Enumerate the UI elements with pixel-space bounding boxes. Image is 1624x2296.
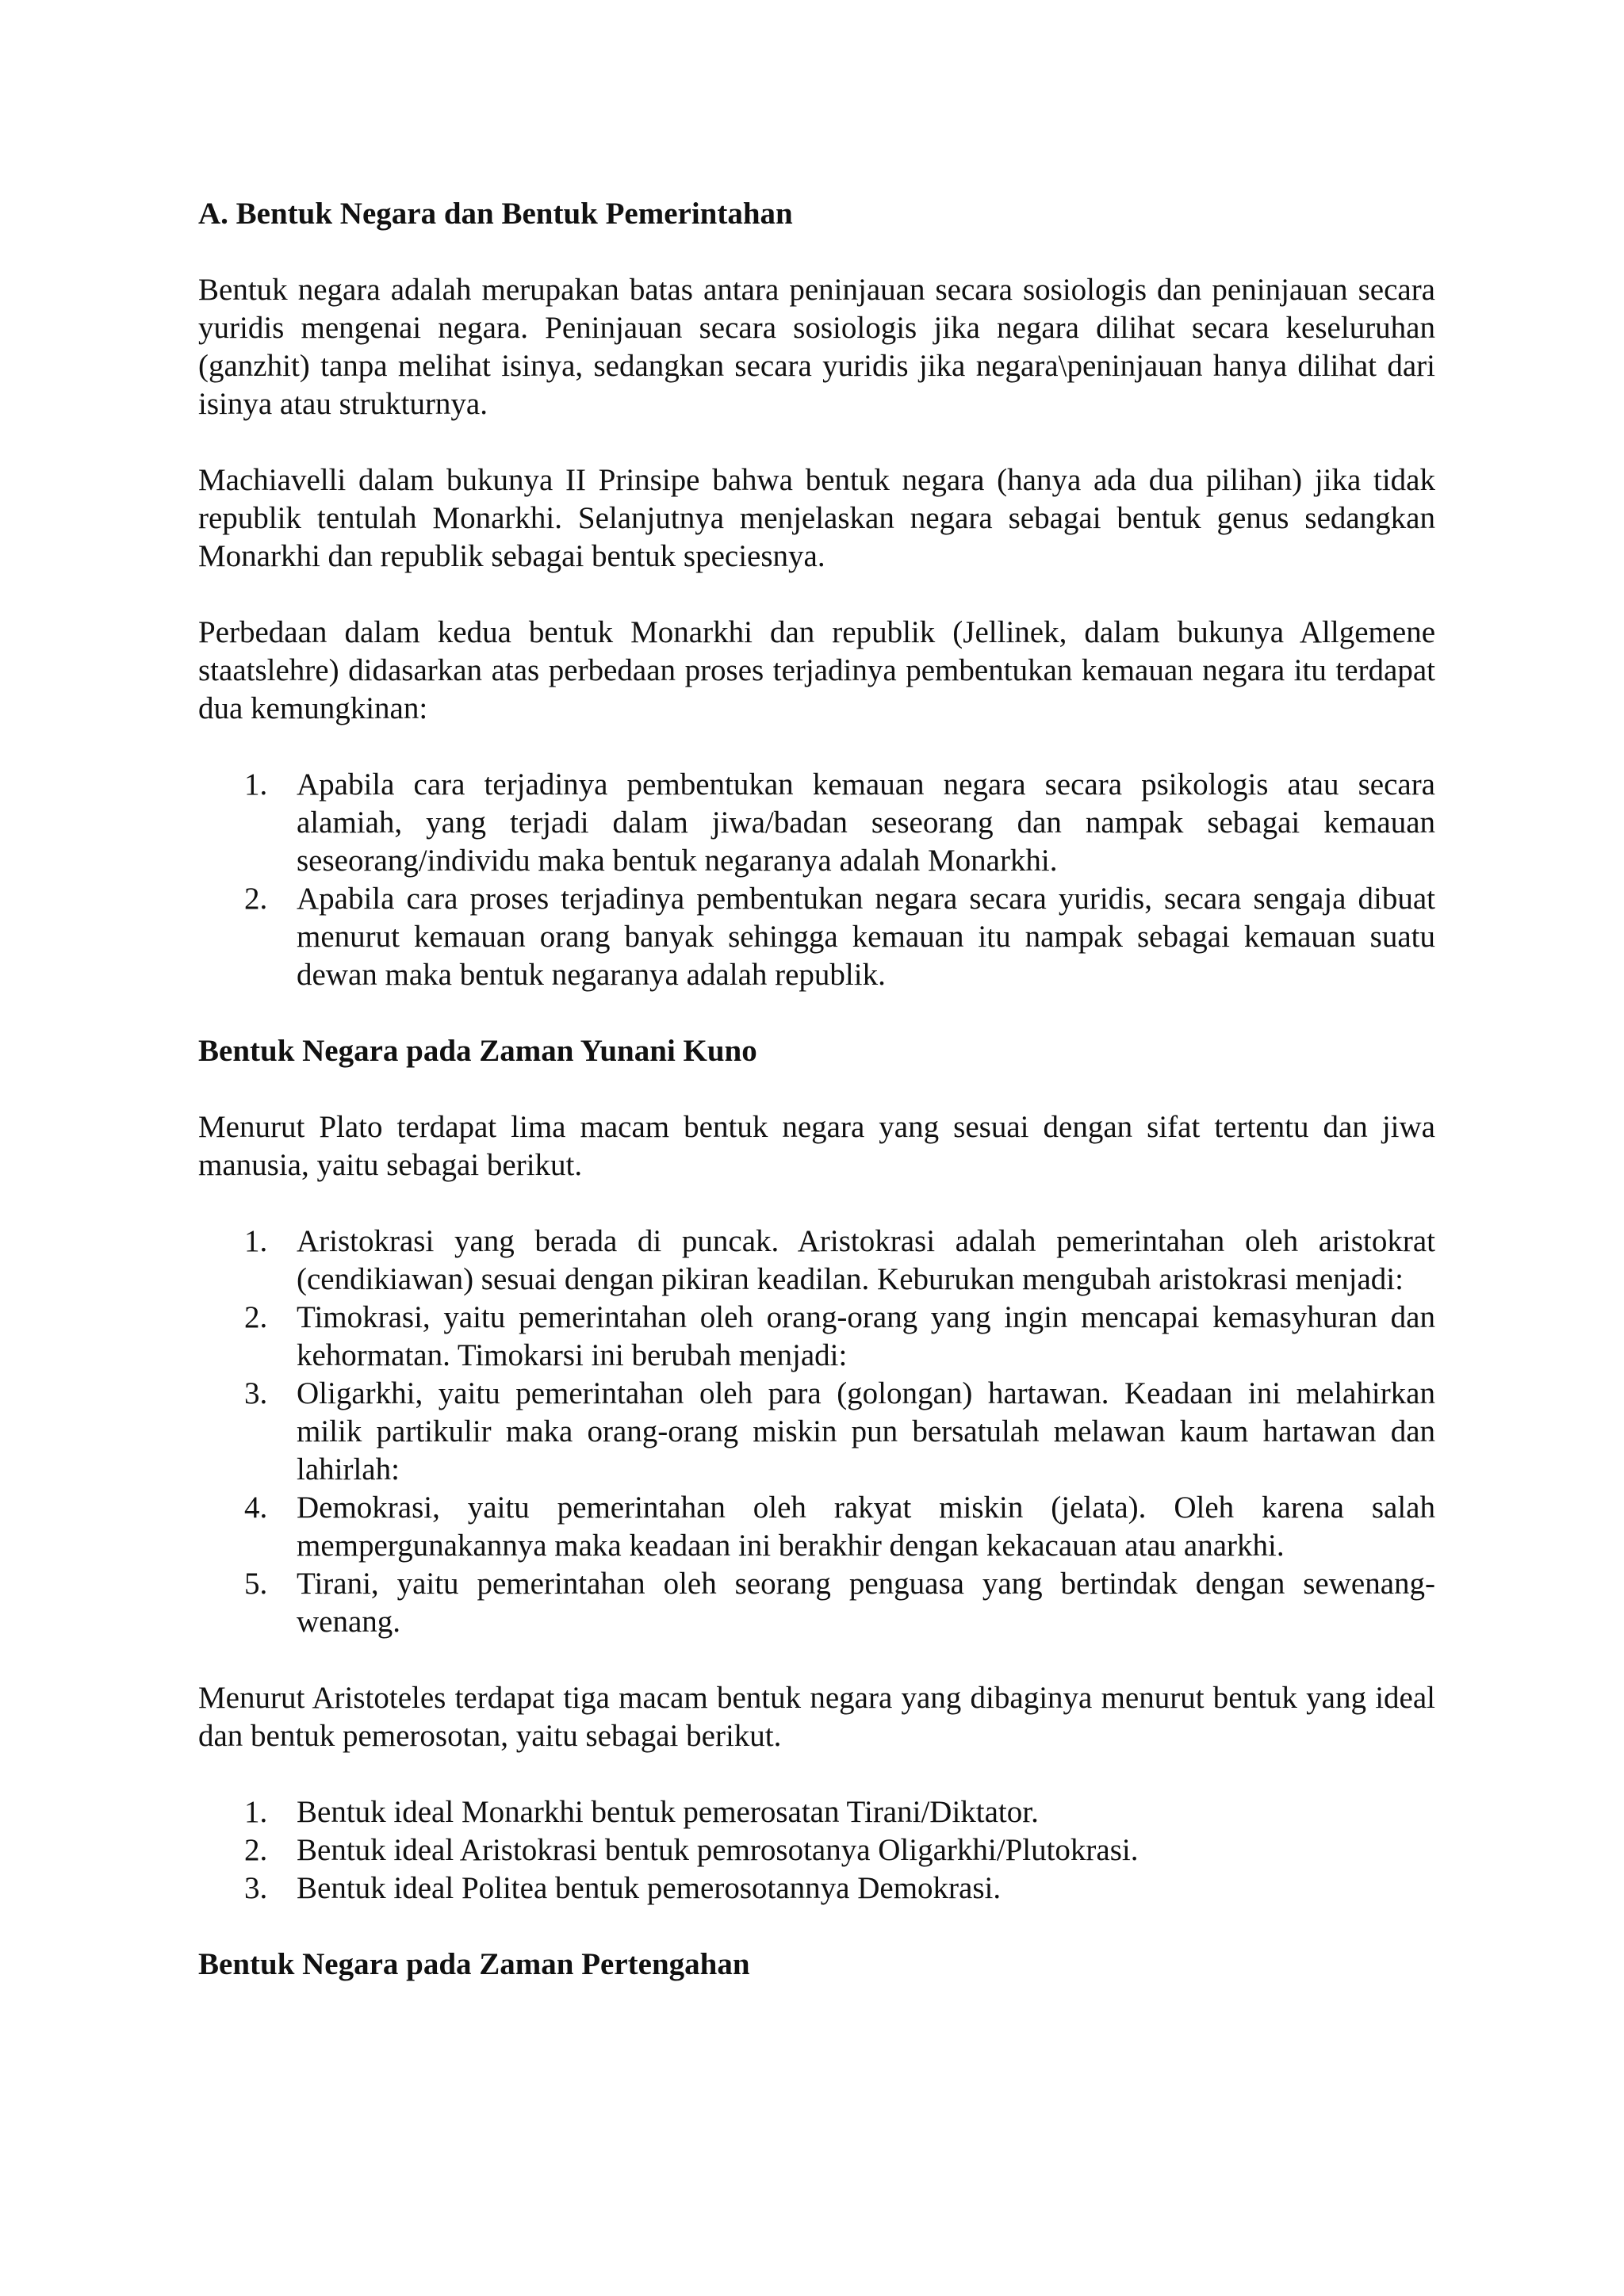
paragraph: Menurut Plato terdapat lima macam bentuk negara yang sesuai dengan sifat tertentu dan jiwa manusia, yaitu sebagai berikut. — [198, 1110, 1435, 1182]
paragraph: Menurut Aristoteles terdapat tiga macam bentuk negara yang dibaginya menurut bentuk yang ideal dan bentuk pemerosotan, yaitu sebagai berikut. — [198, 1681, 1435, 1753]
list-number: 3. — [244, 1376, 268, 1410]
numbered-list — [198, 1793, 1435, 1908]
list-item — [198, 1565, 1435, 1641]
list-item-text: Bentuk ideal Monarkhi bentuk pemerosatan Tirani/Diktator. — [297, 1795, 1039, 1829]
list-item — [198, 880, 1435, 994]
paragraph: Bentuk negara adalah merupakan batas antara peninjauan secara sosiologis dan peninjauan secara yuridis mengenai negara. Peninjauan secara sosiologis jika negara dilihat secara keseluruhan (ganzhit) tanpa melihat isinya, sedangkan secara yuridis jika negara\peninjauan hanya dilihat dari isinya atau strukturnya. — [198, 273, 1435, 421]
list-number: 2. — [244, 1300, 268, 1334]
numbered-list — [198, 766, 1435, 994]
list-item-text: Oligarkhi, yaitu pemerintahan oleh para (golongan) hartawan. Keadaan ini melahirkan milik partikulir maka orang-orang miskin pun bersatulah melawan kaum hartawan dan lahirlah: — [297, 1376, 1435, 1487]
list-item-text: Timokrasi, yaitu pemerintahan oleh orang-orang yang ingin mencapai kemasyhuran dan kehormatan. Timokarsi ini berubah menjadi: — [297, 1300, 1435, 1372]
paragraph: Machiavelli dalam bukunya II Prinsipe bahwa bentuk negara (hanya ada dua pilihan) jika tidak republik tentulah Monarkhi. Selanjutnya menjelaskan negara sebagai bentuk genus sedangkan Monarkhi dan republik sebagai bentuk speciesnya. — [198, 463, 1435, 573]
list-number: 1. — [244, 1795, 268, 1829]
list-number: 4. — [244, 1490, 268, 1525]
list-number: 1. — [244, 1224, 268, 1258]
list-item-text: Apabila cara proses terjadinya pembentukan negara secara yuridis, secara sengaja dibuat menurut kemauan orang banyak sehingga kemauan itu nampak sebagai kemauan suatu dewan maka bentuk negaranya adalah republik. — [297, 882, 1435, 992]
list-number: 2. — [244, 1833, 268, 1867]
list-number: 2. — [244, 882, 268, 916]
list-number: 3. — [244, 1871, 268, 1905]
list-item — [198, 766, 1435, 880]
list-item — [198, 1223, 1435, 1299]
paragraph: Perbedaan dalam kedua bentuk Monarkhi dan republik (Jellinek, dalam bukunya Allgemene staatslehre) didasarkan atas perbedaan proses terjadinya pembentukan kemauan negara itu terdapat dua kemungkinan: — [198, 615, 1435, 725]
list-item — [198, 1489, 1435, 1565]
section-heading: A. Bentuk Negara dan Bentuk Pemerintahan — [198, 197, 793, 231]
list-item-text: Apabila cara terjadinya pembentukan kemauan negara secara psikologis atau secara alamiah, yang terjadi dalam jiwa/badan seseorang dan nampak sebagai kemauan seseorang/individu maka bentuk negaranya adalah Monarkhi. — [297, 767, 1435, 878]
list-number: 1. — [244, 767, 268, 802]
list-number: 5. — [244, 1567, 268, 1601]
list-item — [198, 1375, 1435, 1489]
list-item-text: Tirani, yaitu pemerintahan oleh seorang penguasa yang bertindak dengan sewenang-wenang. — [297, 1567, 1435, 1639]
document-page — [198, 195, 1435, 2022]
list-item — [198, 1831, 1435, 1869]
list-item-text: Demokrasi, yaitu pemerintahan oleh rakyat miskin (jelata). Oleh karena salah mempergunakannya maka keadaan ini berakhir dengan kekacauan atau anarkhi. — [297, 1490, 1435, 1563]
list-item — [198, 1793, 1435, 1831]
section-heading: Bentuk Negara pada Zaman Pertengahan — [198, 1947, 750, 1981]
list-item-text: Bentuk ideal Politea bentuk pemerosotannya Demokrasi. — [297, 1871, 1002, 1905]
section-heading: Bentuk Negara pada Zaman Yunani Kuno — [198, 1034, 757, 1068]
numbered-list — [198, 1223, 1435, 1641]
list-item-text: Aristokrasi yang berada di puncak. Aristokrasi adalah pemerintahan oleh aristokrat (cendikiawan) sesuai dengan pikiran keadilan. Keburukan mengubah aristokrasi menjadi: — [297, 1224, 1435, 1296]
list-item — [198, 1869, 1435, 1908]
list-item-text: Bentuk ideal Aristokrasi bentuk pemrosotanya Oligarkhi/Plutokrasi. — [297, 1833, 1139, 1867]
list-item — [198, 1299, 1435, 1375]
